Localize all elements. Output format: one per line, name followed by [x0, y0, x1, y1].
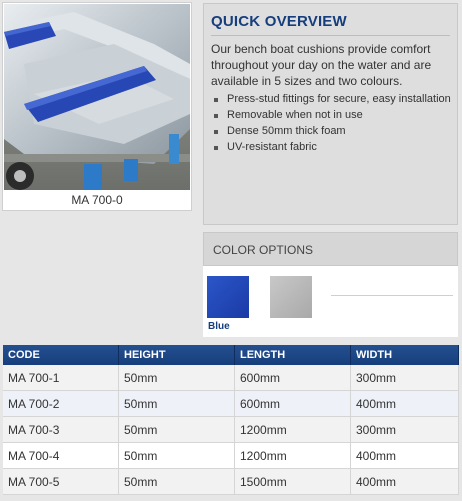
cell-width: 400mm — [351, 443, 459, 469]
table-header-row — [3, 345, 459, 365]
cell-length: 1200mm — [235, 417, 351, 443]
feature-list — [211, 92, 451, 156]
cell-code: MA 700-2 — [3, 391, 119, 417]
cell-length: 600mm — [235, 365, 351, 391]
cell-code: MA 700-5 — [3, 469, 119, 495]
bullet-icon — [214, 130, 218, 134]
product-caption: MA 700-0 — [71, 193, 123, 207]
cell-length: 600mm — [235, 391, 351, 417]
color-swatch-grey[interactable] — [270, 276, 312, 318]
cell-length: 1200mm — [235, 443, 351, 469]
overview-divider — [211, 35, 450, 36]
bullet-icon — [214, 98, 218, 102]
product-image-card — [2, 2, 192, 211]
cell-height: 50mm — [119, 469, 235, 495]
feature-item: Removable when not in use — [211, 108, 451, 123]
size-spec-table — [3, 345, 459, 495]
feature-item: Press-stud fittings for secure, easy installation — [211, 92, 451, 107]
table-row — [3, 391, 459, 417]
feature-item: UV-resistant fabric — [211, 140, 451, 155]
cell-height: 50mm — [119, 365, 235, 391]
bullet-icon — [214, 146, 218, 150]
table-row — [3, 365, 459, 391]
column-header-height: HEIGHT — [119, 345, 235, 365]
color-options-header — [203, 232, 458, 266]
cell-code: MA 700-1 — [3, 365, 119, 391]
boat-image — [4, 4, 190, 190]
swatch-divider — [331, 295, 453, 296]
column-header-length: LENGTH — [235, 345, 351, 365]
cell-height: 50mm — [119, 417, 235, 443]
feature-item: Dense 50mm thick foam — [211, 124, 451, 139]
product-photo[interactable] — [4, 4, 190, 190]
color-swatch-label: Blue — [208, 321, 230, 332]
color-options-panel — [203, 232, 458, 337]
overview-intro: Our bench boat cushions provide comfort throughout your day on the water and are available in 5 sizes and two colours. — [211, 42, 432, 88]
cell-height: 50mm — [119, 391, 235, 417]
cell-code: MA 700-3 — [3, 417, 119, 443]
cell-width: 400mm — [351, 391, 459, 417]
cell-code: MA 700-4 — [3, 443, 119, 469]
bullet-icon — [214, 114, 218, 118]
table-row — [3, 469, 459, 495]
cell-length: 1500mm — [235, 469, 351, 495]
color-swatch-area — [203, 266, 458, 337]
table-row — [3, 443, 459, 469]
column-header-width: WIDTH — [351, 345, 459, 365]
column-header-code: CODE — [3, 345, 119, 365]
cell-width: 400mm — [351, 469, 459, 495]
quick-overview-title: QUICK OVERVIEW — [211, 13, 347, 30]
color-options-title: COLOR OPTIONS — [213, 243, 314, 257]
table-row — [3, 417, 459, 443]
cell-width: 300mm — [351, 417, 459, 443]
color-swatch-blue[interactable] — [207, 276, 249, 318]
cell-width: 300mm — [351, 365, 459, 391]
quick-overview-panel — [203, 3, 458, 225]
cell-height: 50mm — [119, 443, 235, 469]
